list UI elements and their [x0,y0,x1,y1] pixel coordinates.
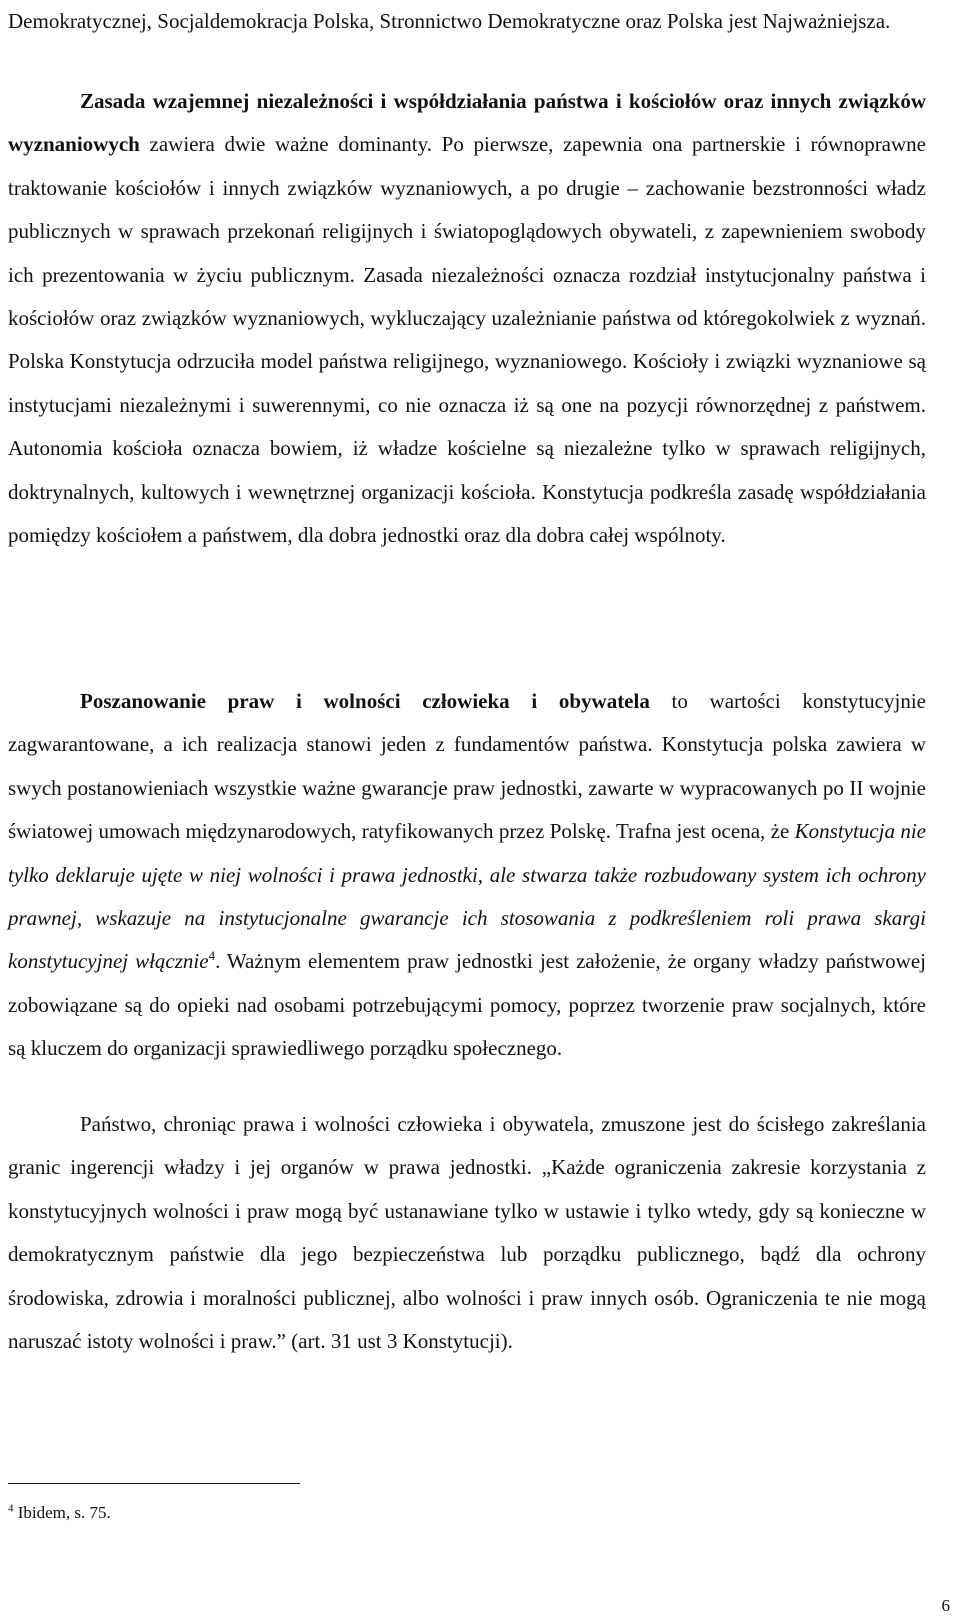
paragraph-church-state [8,80,926,557]
footnote-separator [8,1483,300,1484]
paragraph-human-rights [8,680,926,1071]
footnote-marker: 4 [8,1502,14,1515]
italic-quotation: Konstytucja nie tylko deklaruje ujęte w niej wolności i prawa jednostki, ale stwarza także rozbudowany system ich ochrony prawnej, wskazuje na instytucjonalne gwarancje ich stosowania z podkreśleniem roli prawa skargi konstytucyjnej włącznie [8,819,926,974]
paragraph-text: zawiera dwie ważne dominanty. Po pierwsze, zapewnia ona partnerskie i równoprawne traktowanie kościołów i innych związków wyznaniowych, a po drugie – zachowanie bezstronności władz publicznych w sprawach przekonań religijnych i światopoglądowych obywateli, z zapewnieniem swobody ich prezentowania w życiu publicznym. Zasada niezależności oznacza rozdział instytucjonalny państwa i kościołów oraz związków wyznaniowych, wykluczający uzależnianie państwa od któregokolwiek z wyznań. Polska Konstytucja odrzuciła model państwa religijnego, wyznaniowego. Kościoły i związki wyznaniowe są instytucjami niezależnymi i suwerennymi, co nie oznacza iż są one na pozycji równorzędnej z państwem. Autonomia kościoła oznacza bowiem, iż władze kościelne są niezależne tylko w sprawach religijnych, doktrynalnych, kultowych i wewnętrznej organizacji kościoła. Konstytucja podkreśla zasadę współdziałania pomiędzy kościołem a państwem, dla dobra jednostki oraz dla dobra całej wspólnoty. [8,132,926,548]
paragraph-state-limits [8,1103,926,1363]
paragraph-political-parties [8,0,926,43]
footnote [8,1503,111,1523]
bold-lead-principle: Zasada wzajemnej niezależności i współdziałania państwa i kościołów oraz innych związków wyznaniowych [8,89,926,157]
paragraph-text: Państwo, chroniąc prawa i wolności człowieka i obywatela, zmuszone jest do ścisłego zakreślania granic ingerencji władzy i jej organów w prawa jednostki. „Każde ograniczenia zakresie korzystania z konstytucyjnych wolności i praw mogą być ustanawiane tylko w ustawie i tylko wtedy, gdy są konieczne w demokratycznym państwie dla jego bezpieczeństwa lub porządku publicznego, bądź dla ochrony środowiska, zdrowia i moralności publicznej, albo wolności i praw innych osób. Ograniczenia te nie mogą naruszać istoty wolności i praw.” (art. 31 ust 3 Konstytucji). [8,1112,926,1354]
paragraph-text: . Ważnym elementem praw jednostki jest założenie, że organy władzy państwowej zobowiązane są do opieki nad osobami potrzebującymi pomocy, poprzez tworzenie praw socjalnych, które są kluczem do organizacji sprawiedliwego porządku społecznego. [8,949,926,1061]
paragraph-text: Demokratycznej, Socjaldemokracja Polska, Stronnictwo Demokratyczne oraz Polska jest Najważniejsza. [8,9,891,33]
bold-lead-human-rights: Poszanowanie praw i wolności człowieka i obywatela [80,689,650,713]
paragraph-text: to wartości konstytucyjnie zagwarantowane, a ich realizacja stanowi jeden z fundamentów państwa. Konstytucja polska zawiera w swych postanowieniach wszystkie ważne gwarancje praw jednostki, zawarte w wypracowanych po II wojnie światowej umowach międzynarodowych, ratyfikowanych przez Polskę. Trafna jest ocena, że [8,689,926,844]
footnote-text: Ibidem, s. 75. [13,1503,111,1522]
page-number: 6 [941,1596,950,1615]
footnote-reference: 4 [208,948,216,964]
